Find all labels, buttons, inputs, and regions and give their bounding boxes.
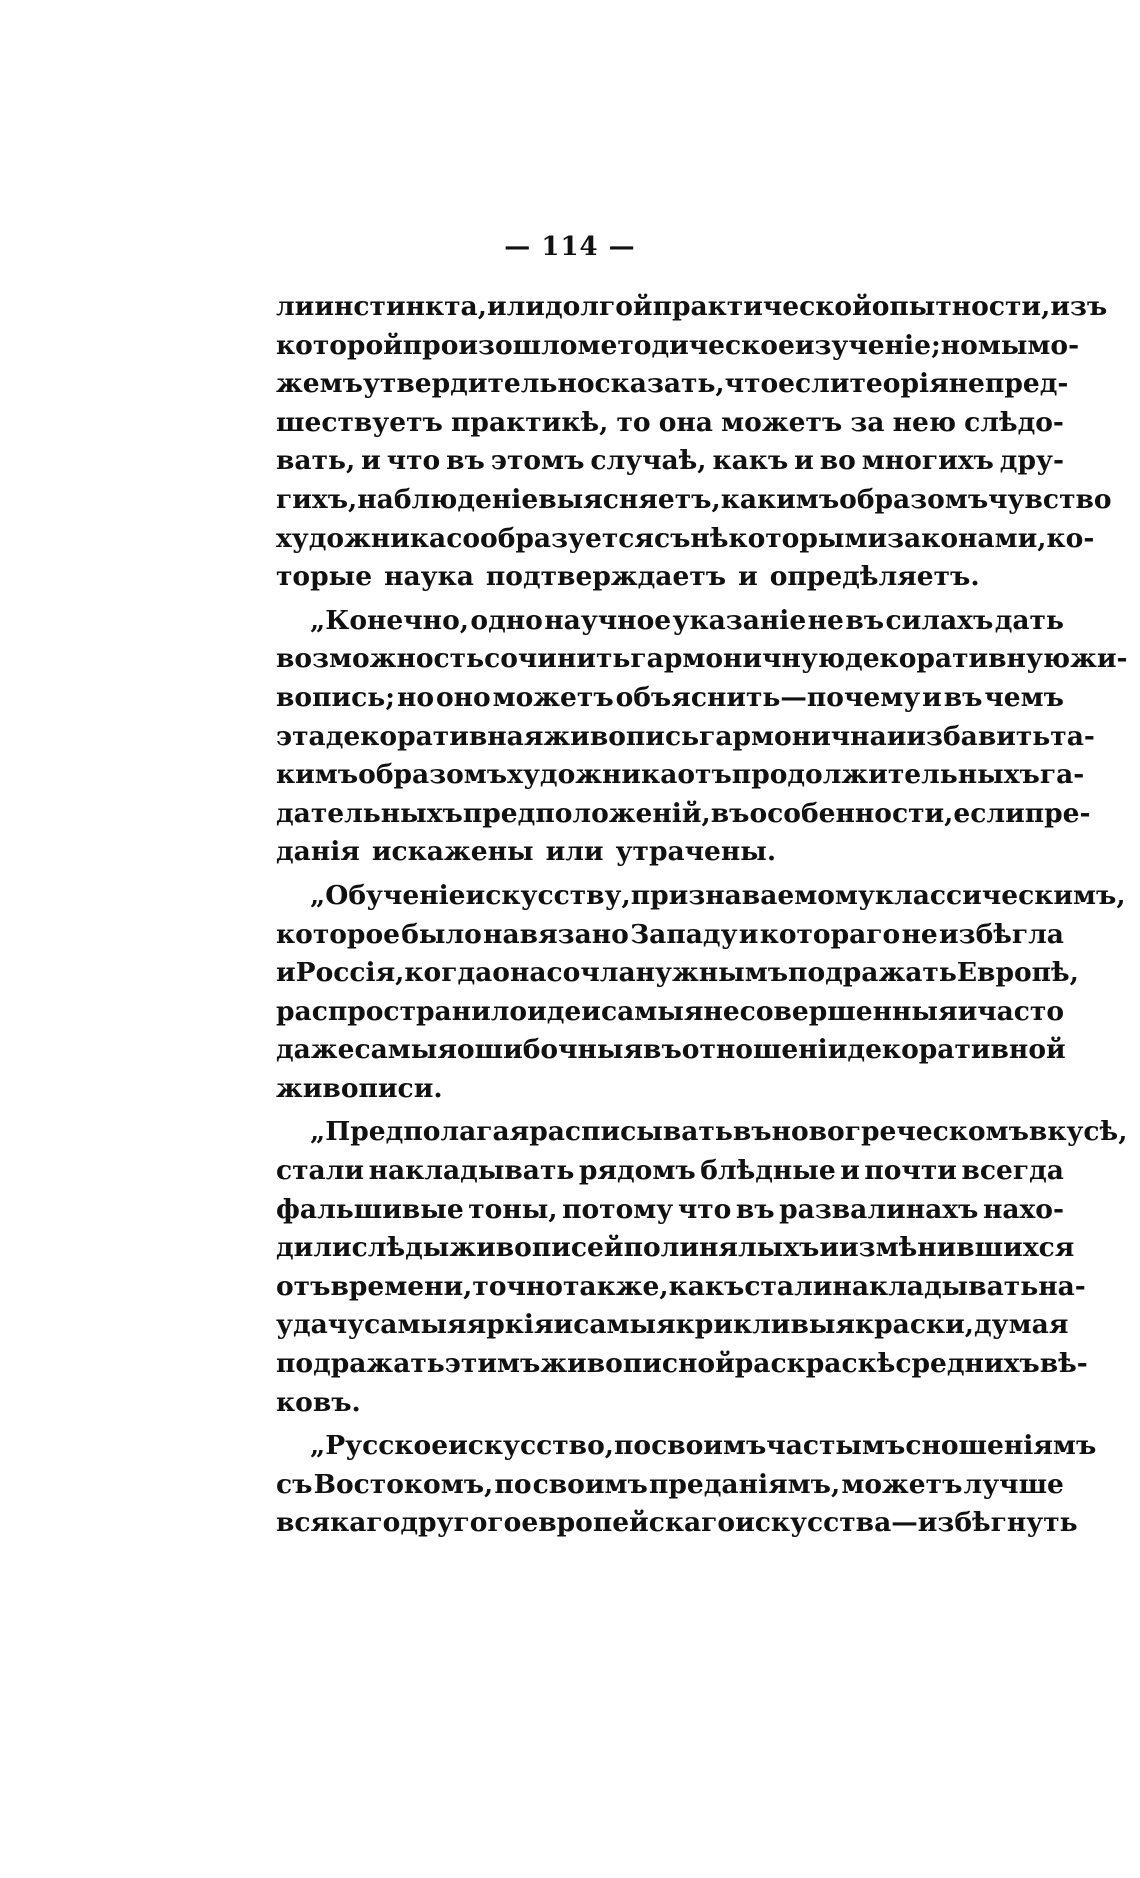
word: отъ <box>677 759 732 791</box>
word: законами, <box>887 522 1047 554</box>
word: мы <box>977 329 1028 361</box>
word: почти <box>864 1155 957 1187</box>
word: Востокомъ, <box>313 1468 494 1500</box>
word: крикливыя <box>675 1309 856 1341</box>
word: въ <box>643 1034 682 1066</box>
word: развалинахъ <box>779 1193 979 1225</box>
word: преданіямъ, <box>648 1468 841 1500</box>
word: и <box>361 445 381 477</box>
word: стали <box>276 1155 365 1187</box>
word: вкусѣ, <box>1028 1116 1128 1148</box>
word: когда <box>404 957 493 989</box>
word: изъ <box>1050 291 1108 322</box>
word: мо- <box>1027 329 1080 361</box>
word: самыя <box>600 995 704 1027</box>
word: жемъ <box>276 368 363 400</box>
word: или <box>486 291 545 322</box>
text-line <box>276 365 1069 404</box>
word: но <box>940 329 978 361</box>
word: которой <box>276 329 403 361</box>
word: — <box>891 1507 918 1539</box>
text-line <box>276 756 1085 795</box>
word: отъ <box>276 1270 331 1302</box>
word: и <box>819 1232 839 1264</box>
word: объяснить—почему <box>615 681 921 713</box>
word: „Русское <box>310 1430 449 1462</box>
word: эта <box>276 720 326 752</box>
word: жи- <box>1070 643 1128 675</box>
text-line <box>276 442 1064 481</box>
word: искусства <box>735 1507 892 1539</box>
word: тоны, <box>468 1193 558 1225</box>
word: этимъ <box>444 1348 541 1380</box>
text-line <box>276 1427 1097 1466</box>
word: гихъ, <box>276 483 358 515</box>
text-line <box>276 954 1079 993</box>
word: опытности, <box>871 291 1051 322</box>
paragraph <box>276 877 1126 1109</box>
word: въ <box>446 445 485 477</box>
word: указаніе <box>672 604 807 636</box>
word: гармоничную <box>630 643 846 675</box>
word: если <box>953 797 1025 829</box>
word: въ <box>735 1193 775 1225</box>
word: то <box>616 406 651 438</box>
word: подражать <box>788 957 957 989</box>
word: даже <box>276 1034 355 1066</box>
text-line <box>276 1345 1088 1384</box>
paragraph <box>276 602 1128 872</box>
word: фальшивые <box>276 1193 464 1225</box>
word: дать <box>994 604 1064 636</box>
word: данія <box>276 836 360 868</box>
word: шествуетъ <box>276 406 443 438</box>
word: нею <box>892 406 956 438</box>
word: можетъ <box>492 681 614 713</box>
text-line <box>276 679 1064 718</box>
word: сочла <box>546 957 636 989</box>
word: практической <box>652 291 872 322</box>
word: га- <box>1039 759 1085 791</box>
text-line <box>276 1031 1064 1070</box>
word: въ <box>943 681 983 713</box>
text-line <box>276 1306 1069 1345</box>
word: стали <box>744 1270 833 1302</box>
word: кимъ <box>276 759 359 791</box>
word: опредѣляетъ. <box>769 561 980 593</box>
word: полинялыхъ <box>623 1232 820 1264</box>
word: котораго <box>759 918 901 950</box>
word: „Обученіе <box>310 879 466 911</box>
word: не <box>901 918 938 950</box>
word: раскраскѣ <box>734 1348 896 1380</box>
word: наука <box>384 561 474 593</box>
word: времени, <box>330 1270 473 1302</box>
text-line <box>276 1504 1078 1543</box>
word: самыя <box>354 1034 457 1066</box>
text-line <box>276 833 1064 872</box>
word: многихъ <box>861 445 994 477</box>
text-line <box>276 1191 1064 1230</box>
word: изученіе; <box>794 329 941 361</box>
word: какимъ <box>720 483 840 515</box>
word: декоративная <box>325 720 544 752</box>
word: избѣгла <box>939 918 1064 950</box>
word: какъ <box>712 445 789 477</box>
word: лучше <box>963 1468 1064 1500</box>
word: всегда <box>961 1155 1064 1187</box>
word: образомъ <box>839 483 989 515</box>
text-line <box>276 288 1108 327</box>
word: вѣ- <box>1039 1348 1088 1380</box>
word: самыя <box>364 1309 467 1341</box>
word: всякаго <box>276 1507 401 1539</box>
word: дательныхъ <box>276 797 463 829</box>
word: думая <box>974 1309 1069 1341</box>
paragraph <box>276 288 1112 597</box>
word: практикѣ, <box>451 406 609 438</box>
word: среднихъ <box>895 1348 1040 1380</box>
word: выясняетъ, <box>538 483 721 515</box>
text-line <box>276 1070 1064 1109</box>
text-line <box>276 1113 1128 1152</box>
word: сказать, <box>594 368 725 400</box>
text-line <box>276 1384 1064 1423</box>
text-line <box>276 916 1064 955</box>
word: самыя <box>573 1309 676 1341</box>
word: декоративной <box>847 1034 1066 1066</box>
word: искусство, <box>448 1430 614 1462</box>
word: было <box>401 918 482 950</box>
word: распространило <box>276 995 528 1027</box>
word: живописи. <box>276 1072 443 1104</box>
word: по <box>613 1430 652 1462</box>
word: избавить <box>906 720 1051 752</box>
word: частымъ <box>766 1430 906 1462</box>
word: сношеніямъ <box>905 1430 1097 1462</box>
word: художника <box>276 522 447 554</box>
word: но <box>396 681 435 713</box>
word: теорія <box>849 368 949 400</box>
word: Россія, <box>295 957 405 989</box>
word: своимъ <box>532 1468 648 1500</box>
word: образомъ <box>358 759 508 791</box>
word: точно <box>472 1270 563 1302</box>
word: инстинкта, <box>314 291 487 322</box>
word: и <box>276 957 296 989</box>
word: „Предполагая <box>310 1116 530 1148</box>
word: съ <box>653 522 691 554</box>
word: вопись; <box>276 681 396 713</box>
word: часто <box>977 995 1065 1027</box>
word: живописей <box>449 1232 624 1264</box>
word: одно <box>470 604 543 636</box>
word: нѣкоторыми <box>690 522 888 554</box>
word: чемъ <box>984 681 1064 713</box>
word: навязано <box>483 918 629 950</box>
word: произошло <box>402 329 578 361</box>
word: не <box>948 368 985 400</box>
word: потому <box>562 1193 674 1225</box>
text-line <box>276 520 1095 559</box>
word: на- <box>1038 1270 1086 1302</box>
word: „Конечно, <box>310 604 469 636</box>
word: живопись <box>543 720 700 752</box>
word: во <box>819 445 856 477</box>
word: долгой <box>544 291 653 322</box>
word: искусству, <box>465 879 631 911</box>
word: подтверждаетъ <box>485 561 727 593</box>
word: возможность <box>276 643 485 675</box>
word: своимъ <box>651 1430 767 1462</box>
word: утвердительно <box>362 368 595 400</box>
word: оно <box>435 681 491 713</box>
word: ошибочныя <box>456 1034 644 1066</box>
word: слѣдо- <box>964 406 1064 438</box>
word: предположеній, <box>462 797 711 829</box>
word: краски, <box>855 1309 975 1341</box>
word: которое <box>276 918 400 950</box>
word: можетъ <box>721 406 843 438</box>
word: измѣнившихся <box>839 1232 1075 1264</box>
word: рядомъ <box>578 1155 696 1187</box>
word: чувство <box>988 483 1112 515</box>
word: дру- <box>999 445 1064 477</box>
word: особенности, <box>749 797 954 829</box>
word: что <box>386 445 441 477</box>
page-number: — 114 — <box>504 232 636 262</box>
word: блѣдные <box>700 1155 836 1187</box>
word: съ <box>276 1468 313 1500</box>
text-line <box>276 558 1064 597</box>
word: этомъ <box>490 445 585 477</box>
text-line <box>276 602 1064 641</box>
word: другого <box>400 1507 522 1539</box>
body-text <box>276 288 1128 1548</box>
word: декоративную <box>845 643 1071 675</box>
text-line <box>276 877 1126 916</box>
word: продолжительныхъ <box>731 759 1040 791</box>
word: европейскаго <box>521 1507 736 1539</box>
word: и <box>886 720 907 752</box>
word: или <box>545 836 604 868</box>
word: признаваемому <box>630 879 875 911</box>
word: накладывать <box>368 1155 575 1187</box>
word: наблюденіе <box>357 483 539 515</box>
word: пред- <box>984 368 1069 400</box>
word: и <box>840 1155 860 1187</box>
word: отношеніи <box>681 1034 848 1066</box>
word: нужнымъ <box>635 957 789 989</box>
word: новогреческомъ <box>771 1116 1029 1148</box>
word: ко- <box>1046 522 1095 554</box>
word: избѣгнуть <box>917 1507 1078 1539</box>
word: вать, <box>276 445 356 477</box>
paragraph <box>276 1113 1128 1422</box>
word: и <box>738 918 759 950</box>
text-line <box>276 993 1064 1032</box>
word: утрачены. <box>615 836 777 868</box>
word: въ <box>845 604 885 636</box>
text-line <box>276 1152 1064 1191</box>
word: Западу <box>630 918 738 950</box>
word: и <box>957 995 978 1027</box>
word: какъ <box>668 1270 745 1302</box>
word: методическое <box>577 329 795 361</box>
word: силахъ <box>885 604 994 636</box>
word: классическимъ, <box>874 879 1126 911</box>
word: та- <box>1050 720 1095 752</box>
text-line <box>276 1268 1086 1307</box>
word: не <box>807 604 844 636</box>
word: ковъ. <box>276 1386 361 1418</box>
word: идеи <box>527 995 601 1027</box>
text-line <box>276 718 1095 757</box>
word: по <box>494 1468 532 1500</box>
word: подражать <box>276 1348 445 1380</box>
word: Европѣ, <box>956 957 1079 989</box>
word: что <box>724 368 779 400</box>
word: художника <box>507 759 678 791</box>
word: сообразуется <box>446 522 654 554</box>
word: дили <box>276 1232 352 1264</box>
word: можетъ <box>841 1468 963 1500</box>
word: она <box>492 957 547 989</box>
word: расписывать <box>529 1116 733 1148</box>
word: накладывать <box>832 1270 1039 1302</box>
word: научное <box>544 604 672 636</box>
word: искажены <box>371 836 534 868</box>
word: случаѣ, <box>590 445 707 477</box>
word: и <box>794 445 814 477</box>
word: за <box>850 406 885 438</box>
word: и <box>553 1309 574 1341</box>
text-line <box>276 481 1112 520</box>
word: торые <box>276 561 373 593</box>
word: если <box>778 368 850 400</box>
word: пре- <box>1024 797 1091 829</box>
word: что <box>677 1193 732 1225</box>
text-line <box>276 327 1080 366</box>
word: сочинить <box>484 643 631 675</box>
word: несовершенныя <box>703 995 958 1027</box>
text-line <box>276 1229 1075 1268</box>
word: и <box>738 561 758 593</box>
word: слѣды <box>351 1232 450 1264</box>
word: гармонична <box>699 720 887 752</box>
text-line <box>276 404 1064 443</box>
word: и <box>922 681 942 713</box>
text-line <box>276 1466 1064 1505</box>
text-line <box>276 795 1091 834</box>
word: ли <box>276 291 315 322</box>
word: она <box>658 406 713 438</box>
word: яркія <box>466 1309 554 1341</box>
word: нахо- <box>982 1193 1064 1225</box>
text-line <box>276 640 1128 679</box>
word: живописной <box>540 1348 735 1380</box>
word: также, <box>562 1270 669 1302</box>
word: удачу <box>276 1309 365 1341</box>
word: въ <box>710 797 750 829</box>
word: въ <box>732 1116 772 1148</box>
paragraph <box>276 1427 1097 1543</box>
